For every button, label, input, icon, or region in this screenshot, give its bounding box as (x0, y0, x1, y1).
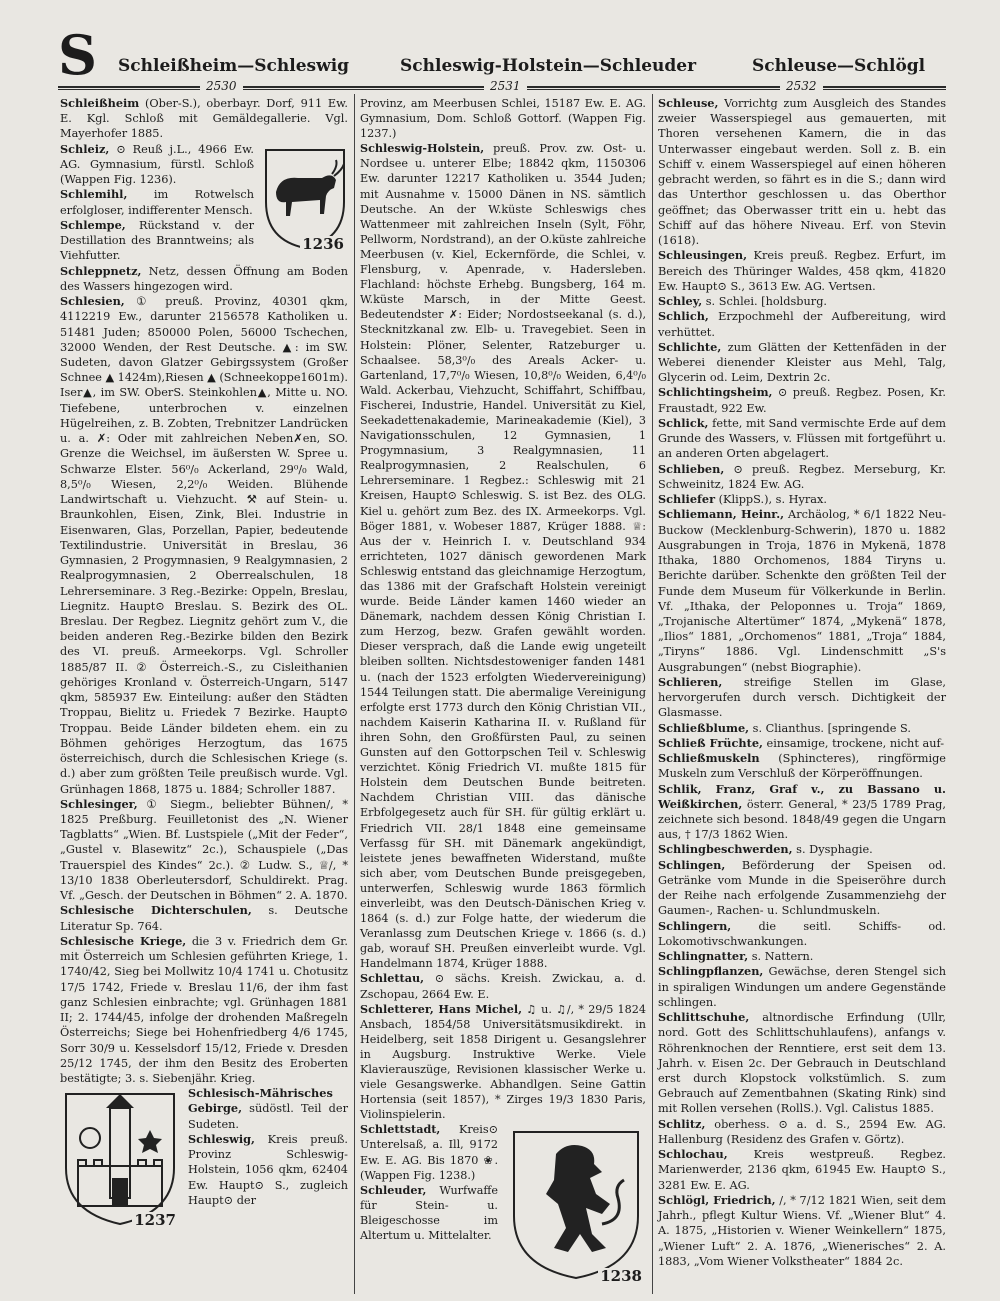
dictionary-entry (658, 858, 946, 919)
entry-text: preuß. Prov. zw. Ost- u. Nordsee u. unterer Elbe; 18842 qkm, 1150306 Ew. darunter 12217 Katholiken u. 3544 Juden; mit Ausnahme v. 15000 Dänen in NS. sämtlich Deutsche. An der W.küste Schleswigs ches Wattenmeer mit zahlreichen Inseln (Sylt, Föhr, Pellworm, Nordstrand), an der O.küste zahlreiche Meerbusen (v. Kiel, Eckernförde, die Schlei, v. Flensburg, v. Apenrade, v. Hadersleben. Flachland: höchste Erhebg. Bungsberg, 164 m. W.küste Marsch, in der Mitte Geest. Bedeutendster ✗: Eider; Nordostseekanal (s. d.), Stecknitzkanal zw. Elb- u. Travegebiet. Seen in Holstein: Plöner, Selenter, Ratzeburger u. Schaalsee. 58,3⁰/₀ des Areals Acker- u. Gartenland, 17,7⁰/₀ Wiesen, 10,8⁰/₀ Weiden, 6,4⁰/₀ Wald. Ackerbau, Viehzucht, Schiffahrt, Schiffbau, Fischerei, Industrie, Handel. Universität zu Kiel, Seekadettenakademie, Marineakademie (Kiel), 3 Navigationsschulen, 12 Gymnasien, 1 Progymnasium, 3 Realgymnasien, 11 Realprogymnasien, 2 Realschulen, 6 Lehrerseminare. 1 Regbez.: Schleswig mit 21 Kreisen, Haupt⊙ Schleswig. S. ist Bez. des OLG. Kiel u. gehört zum Bez. des IX. Armeekorps. Vgl. Böger 1881, v. Wobeser 1887, Krüger 1888. ♕: Aus der v. Heinrich I. v. Deutschland 934 errichteten, 1027 dänisch gewordenen Mark Schleswig entstand das gleichnamige Herzogtum, das 1386 mit der Grafschaft Holstein vereinigt wurde. Beide Länder kamen 1460 wieder an Dänemark, nachdem dessen König Christian I. zum Herzog, bezw. Grafen gewählt worden. Dieser versprach, daß die Lande ewig ungeteilt bleiben sollten. Nichtsdestoweniger fanden 1481 u. (nach der 1523 erfolgten Wiedervereinigung) 1544 Teilungen statt. Die abermalige Vereinigung erfolgte erst 1773 durch den König Christian VII., nachdem Kaiserin Katharina II. v. Rußland für ihren Sohn, den Großfürsten Paul, zu seinen Gunsten auf den Gottorpschen Teil v. Schleswig verzichtet. König Friedrich VI. mußte 1815 für Holstein dem Deutschen Bunde beitreten. Nachdem Christian VIII. das dänische Erbfolgegesetz auch für SH. für gültig erklärt u. Friedrich VII. 28/1 1848 eine gemeinsame Verfassg für SH. mit Dänemark angekündigt, leistete jenes bewaffneten Widerstand, mußte sich aber, vom Deutschen Bunde preisgegeben, unterwerfen, Schleswig wurde 1863 förmlich einverleibt, was den Deutsch-Dänischen Krieg v. 1864 (s. d.) zur Folge hatte, der wiederum die Veranlassg zum Deutschen Kriege v. 1866 (s. d.) gab, worauf SH. Preußen einverleibt wurde. Vgl. Handelmann 1874, Krüger 1888. (360, 142, 646, 971)
entry-headword: Schlingpflanzen, (658, 964, 764, 979)
entry-headword: Schlingbeschwerden, (658, 842, 793, 857)
entry-text: Kreis westpreuß. Regbez. Marienwerder, 2136 qkm, 61945 Ew. Haupt⊙ S., 3281 Ew. E. AG. (658, 1148, 946, 1192)
entry-headword: Schlieren, (658, 674, 723, 689)
column-right (658, 96, 946, 1269)
column-divider (652, 94, 653, 1294)
column-center (360, 96, 646, 1286)
dictionary-entry (60, 903, 348, 933)
dictionary-entry (658, 492, 946, 507)
figure-1238 (506, 1124, 646, 1284)
entry-headword: Schlochau, (658, 1147, 728, 1162)
entry-text: s. Clianthus. [springende S. (749, 721, 911, 735)
entry-text: Erzpochmehl der Aufbereitung, wird verhüttet. (658, 310, 946, 339)
header-center: Schleswig-Holstein—Schleuder (400, 56, 697, 76)
figure-number: 1237 (134, 1211, 176, 1230)
dictionary-entry (658, 1117, 946, 1147)
entry-text: Provinz, am Meerbusen Schlei, 15187 Ew. E. AG. Gymnasium, Dom. Schloß Gottorf. (Wappen Fig. 1237.) (360, 97, 646, 141)
figure-1237 (60, 1088, 180, 1228)
entry-headword: Schlesisch-Mährisches Gebirge, (188, 1086, 333, 1116)
entry-headword: Schlemihl, (60, 187, 128, 202)
entry-text: Kreis preuß. Regbez. Erfurt, im Bereich des Thüringer Waldes, 458 qkm, 41820 Ew. Haupt⊙ S., 3613 Ew. AG. Vertsen. (658, 249, 946, 293)
entry-headword: Schleuder, (360, 1182, 427, 1197)
dictionary-entry (360, 971, 646, 1001)
entry-headword: Schlettau, (360, 971, 425, 986)
entry-text: im Rotwelsch erfolgloser, indifferenter Mensch. (60, 188, 254, 217)
entry-headword: Schleuse, (658, 96, 719, 110)
entry-text: altnordische Erfindung (Ullr, nord. Gott des Schlittschuhlaufens), anfangs v. Röhrenknochen der Renntiere, erst seit dem 13. Jahrh. v. Eisen 2c. Der Gebrauch in Deutschland erst durch Klopstock volkstümlich. S. zum Gebrauch auf Zementbahnen (Skating Rink) sind mit Rollen versehen (RollS.). Vgl. Calistus 1885. (658, 1011, 946, 1116)
header-right: Schleuse—Schlögl (752, 56, 926, 76)
dictionary-entry (658, 842, 946, 857)
entry-headword: Schleiz, (60, 141, 110, 156)
tower-shield-icon (60, 1088, 180, 1228)
dictionary-entry (60, 294, 348, 797)
entry-headword: Schlesien, (60, 294, 125, 309)
entry-text: ♫ u. ♫/, * 29/5 1824 Ansbach, 1854/58 Universitätsmusikdirekt. in Heidelberg, seit 1858 Dirigent u. Gesangslehrer in Augsburg. Instruktive Werke. Viele Klavierauszüge, Revisionen klassischer Werke u. viele Gesangswerke. Abhandlgen. Seine Gattin Hortensia (seit 1857), * Zirges 19/3 1830 Paris, Violinspielerin. (360, 1002, 647, 1122)
entry-text: Beförderung der Speisen od. Getränke vom Munde in die Speiseröhre durch der Reihe nach erfolgende Zusammenziehg der Gaumen-, Rachen- u. Schlundmuskeln. (658, 858, 946, 918)
dictionary-entry (658, 294, 946, 309)
column-left (60, 96, 348, 1230)
entry-headword: Schlempe, (60, 217, 126, 232)
entry-headword: Schlesinger, (60, 796, 138, 811)
dictionary-entry (60, 934, 348, 1086)
column-divider (354, 94, 355, 1294)
dictionary-entry (658, 736, 946, 751)
entry-text: s. Nattern. (748, 950, 814, 964)
entry-text: einsamige, trockene, nicht auf- (762, 736, 945, 750)
entry-headword: Schlichte, (658, 339, 722, 354)
entry-text: s. Dysphagie. (792, 843, 873, 857)
dictionary-entry (658, 919, 946, 949)
entry-text: (Sphincteres), ringförmige Muskeln zum Verschluß der Körperöffnungen. (658, 752, 946, 781)
entry-text: /, * 7/12 1821 Wien, seit dem Jahrh., pflegt Kultur Wiens. Vf. „Wiener Blut“ 4. A. 1875, „Historien v. Wiener Weinkellern“ 1875, „Wiener Luft“ 2. A. 1876, „Wienerisches“ 2. A. 1883, „Vom Wiener Volkstheater“ 1884 2c. (658, 1193, 946, 1268)
dictionary-entry (658, 1193, 946, 1269)
entry-text: (Ober-S.), oberbayr. Dorf, 911 Ew. E. Kgl. Schloß mit Gemäldegallerie. Vgl. Mayerhofer 1885. (60, 97, 348, 141)
entry-headword: Schleusingen, (658, 248, 748, 263)
dictionary-entry (658, 964, 946, 1010)
dictionary-entry (658, 309, 946, 339)
dictionary-entry (658, 949, 946, 964)
entry-text: fette, mit Sand vermischte Erde auf dem Grunde des Wassers, v. Flüssen mit fortgeführt u. an anderen Orten abgelagert. (658, 416, 946, 461)
entry-headword: Schley, (658, 294, 703, 309)
entry-text: (KlippS.), s. Hyrax. (715, 493, 827, 507)
entry-headword: Schließblume, (658, 720, 750, 735)
entry-headword: Schleppnetz, (60, 263, 142, 278)
dictionary-entry (658, 340, 946, 386)
entry-text: ⊙ preuß. Regbez. Posen, Kr. Fraustadt, 922 Ew. (658, 386, 946, 415)
page-number-right: 2532 (780, 79, 823, 93)
dictionary-entry (360, 96, 646, 141)
entry-text: zum Glätten der Kettenfäden in der Weberei dienender Kleister aus Mehl, Talg, Glycerin od. Leim, Dextrin 2c. (658, 340, 946, 385)
entry-headword: Schleswig-Holstein, (360, 141, 485, 156)
entry-headword: Schleswig, (188, 1131, 255, 1146)
entry-headword: Schlitz, (658, 1116, 706, 1131)
entry-text: streifige Stellen im Glase, hervorgerufen durch versch. Dichtigkeit der Glasmasse. (658, 675, 946, 720)
entry-text: ① preuß. Provinz, 40301 qkm, 4112219 Ew., darunter 2156578 Katholiken u. 51481 Juden; 850000 Polen, 56000 Tschechen, 32000 Wenden, der Rest Deutsche. ▲: im SW. Sudeten, davon Glatzer Gebirgssystem (Großer Schnee▲1424m),Riesen▲(Schneekoppe1601m). Iser▲, im SW. OberS. Steinkohlen▲, Mitte u. NO. Tiefebene, unterbrochen v. einzelnen Hügelreihen, z. B. Zobten, Trebnitzer Landrücken u. a. ✗: Oder mit zahlreichen Neben✗en, SO. Grenze die Weichsel, im äußersten W. Spree u. Schwarze Elster. 56⁰/₀ Ackerland, 29⁰/₀ Wald, 8,5⁰/₀ Wiesen, 2,2⁰/₀ Weiden. Blühende Landwirtschaft u. Viehzucht. ⚒ auf Stein- u. Braunkohlen, Eisen, Zink, Blei. Industrie in Eisenwaren, Glas, Porzellan, Papier, bedeutende Textilindustrie. Universität in Breslau, 36 Gymnasien, 2 Progymnasien, 9 Realgymnasien, 2 Realprogymnasien, 2 Oberrealschulen, 18 Lehrerseminare. 3 Reg.-Bezirke: Oppeln, Breslau, Liegnitz. Haupt⊙ Breslau. S. Bezirk des OL. Breslau. Der Regbez. Liegnitz gehört zum V., die beiden anderen Reg.-Bezirke bilden den Bezirk des VI. preuß. Armeekorps. Vgl. Schroller 1885/87 II. ② Österreich.-S., zu Cisleithanien gehöriges Kronland v. Österreich-Ungarn, 5147 qkm, 585937 Ew. Einteilung: außer den Städten Troppau, Bielitz u. Friedek 7 Bezirke. Haupt⊙ Troppau. Beide Länder bildeten ehem. ein zu Böhmen gehöriges Herzogtum, das 1675 österreichisch, durch die Schlesischen Kriege (s. d.) aber zum größten Teile preußisch wurde. Vgl. Grünhagen 1868, 1875 u. 1884; Schroller 1887. (60, 295, 348, 796)
entry-headword: Schliemann, Heinr., (658, 507, 785, 522)
entry-text: Archäolog, * 6/1 1822 Neu-Buckow (Mecklenburg-Schwerin), 1870 u. 1882 Ausgrabungen in Troja, 1876 in Mykenä, 1878 Ithaka, 1880 Orchomenos, 1884 Tiryns u. Berichte darüber. Schenkte den größten Teil der Funde dem Museum für Völkerkunde in Berlin. Vf. „Ithaka, der Peloponnes u. Troja“ 1869, „Trojanische Altertümer“ 1874, „Mykenä“ 1878, „Ilios“ 1881, „Orchomenos“ 1881, „Troja“ 1884, „Tiryns“ 1886. Vgl. Lindenschmitt „S's Ausgrabungen“ (nebst Biographie). (658, 508, 946, 674)
entry-headword: Schlieben, (658, 461, 725, 476)
entry-headword: Schlick, (658, 415, 709, 430)
entry-text: südöstl. Teil der Sudeten. (188, 1102, 348, 1131)
entry-text: s. Schlei. [holdsburg. (702, 295, 828, 309)
figure-number: 1236 (302, 234, 344, 253)
entry-headword: Schlögl, Friedrich, (658, 1192, 776, 1207)
section-letter: S (58, 23, 97, 87)
dictionary-entry (658, 507, 946, 675)
entry-text: oberhess. ⊙ a. d. S., 2594 Ew. AG. Hallenburg (Residenz des Grafen v. Görtz). (658, 1117, 946, 1146)
entry-headword: Schliefer (658, 492, 716, 507)
dictionary-entry (658, 462, 946, 492)
dictionary-entry (360, 1002, 646, 1123)
dictionary-entry (60, 264, 348, 294)
entry-text: die 3 v. Friedrich dem Gr. mit Österreich um Schlesien geführten Kriege, 1. 1740/42, Sieg bei Mollwitz 10/4 1741 u. Chotusitz 17/5 1742, Friede v. Breslau 11/6, der ihm fast ganz Schlesien einbrachte; vgl. Grünhagen 1881 II; 2. 1744/45, infolge der drohenden Maßregeln Österreichs; Siege bei Hohenfriedberg 4/6 1745, Sorr 30/9 u. Kesselsdorf 15/12, Friede v. Dresden 25/12 1745, der ihm den Besitz des Eroberten bestätigte; 3. s. Siebenjähr. Krieg. (60, 934, 348, 1085)
entry-text: österr. General, * 23/5 1789 Prag, zeichnete sich besond. 1848/49 gegen die Ungarn aus, † 17/3 1862 Wien. (658, 797, 946, 842)
entry-text: Vorrichtg zum Ausgleich des Standes zweier Wasserspiegel aus gemauerten, mit Thoren versehenen Kamern, die in das Unterwasser eingebaut werden. Soll z. B. ein Schiff v. einem Wasserspiegel auf einen höheren gebracht werden, so fährt es in die S.; dann wird das Unterthor geschlossen u. das Oberthor geöffnet; das Oberwasser tritt ein u. hebt das Schiff auf das höhere Niveau. Erf. von Stevin (1618). (658, 97, 946, 248)
page-number-left: 2530 (200, 79, 243, 93)
dictionary-entry (658, 1010, 946, 1117)
entry-text: ① Siegm., beliebter Bühnen/, * 1825 Preßburg. Feuilletonist des „N. Wiener Tagblatts“ „Wien. Bf. Lustspiele („Mit der Feder“, „Gustel v. Blasewitz“ 2c.), Schauspiele („Das Trauerspiel des Kindes“ 2c.). ② Ludw. S., ♕/, * 13/10 1838 Oberleutersdorf, Schuldirekt. Prag. Vf. „Gesch. der Deutschen in Böhmen“ 2. A. 1870. (60, 797, 348, 903)
entry-headword: Schließ Früchte, (658, 735, 763, 750)
header-left: Schleißheim—Schleswig (118, 56, 350, 76)
entry-text: Gewächse, deren Stengel sich in spiraligen Windungen um andere Gegenstände schlingen. (658, 965, 946, 1009)
dictionary-entry (658, 385, 946, 415)
entry-text: s. Deutsche Literatur Sp. 764. (60, 904, 348, 933)
entry-headword: Schleißheim (60, 96, 140, 110)
entry-headword: Schließmuskeln (658, 751, 760, 766)
dictionary-entry (658, 721, 946, 736)
entry-headword: Schletterer, Hans Michel, (360, 1001, 523, 1016)
dictionary-entry (658, 1147, 946, 1193)
entry-text: ⊙ sächs. Kreish. Zwickau, a. d. Zschopau, 2664 Ew. E. (360, 972, 646, 1001)
entry-text: Kreis⊙ Unterelsaß, a. Ill, 9172 Ew. E. AG. Bis 1870 ❀. (Wappen Fig. 1238.) (360, 1123, 498, 1182)
entry-headword: Schlesische Dichterschulen, (60, 903, 252, 918)
dictionary-entry (60, 96, 348, 142)
entry-headword: Schlittschuhe, (658, 1010, 750, 1025)
entry-headword: Schlingern, (658, 918, 732, 933)
entry-headword: Schlingnatter, (658, 949, 749, 964)
entry-headword: Schlesische Kriege, (60, 933, 187, 948)
figure-1236 (262, 144, 348, 252)
entry-headword: Schlich, (658, 309, 709, 324)
dictionary-entry (658, 248, 946, 294)
entry-text: ⊙ Reuß j.L., 4966 Ew. AG. Gymnasium, fürstl. Schloß (Wappen Fig. 1236). (60, 142, 254, 187)
dictionary-entry (658, 96, 946, 248)
entry-text: Rückstand v. der Destillation des Branntweins; als Viehfutter. (60, 218, 254, 263)
entry-headword: Schlichtingsheim, (658, 385, 773, 400)
entry-text: ⊙ preuß. Regbez. Merseburg, Kr. Schweinitz, 1824 Ew. AG. (658, 462, 946, 491)
lion-shield-icon (506, 1124, 646, 1284)
dictionary-entry (360, 141, 646, 971)
dictionary-entry (60, 797, 348, 904)
dictionary-entry (658, 675, 946, 721)
entry-headword: Schlik, Franz, Graf v., zu Bassano u. Weißkirchen, (658, 781, 946, 811)
entry-text: Wurfwaffe für Stein- u. Bleigeschosse im Altertum u. Mittelalter. (360, 1183, 498, 1243)
page-number-center: 2531 (484, 79, 527, 93)
entry-headword: Schlingen, (658, 857, 726, 872)
entry-text: Kreis preuß. Provinz Schleswig-Holstein, 1056 qkm, 62404 Ew. Haupt⊙ S., zugleich Haupt⊙ der (188, 1132, 348, 1207)
dictionary-entry (658, 751, 946, 781)
dictionary-entry (658, 416, 946, 462)
figure-number: 1238 (600, 1267, 642, 1286)
entry-text: die seitl. Schiffs- od. Lokomotivschwankungen. (658, 919, 946, 948)
entry-headword: Schlettstadt, (360, 1122, 441, 1137)
dictionary-entry (658, 782, 946, 843)
entry-text: Netz, dessen Öffnung am Boden des Wassers hingezogen wird. (60, 264, 348, 293)
